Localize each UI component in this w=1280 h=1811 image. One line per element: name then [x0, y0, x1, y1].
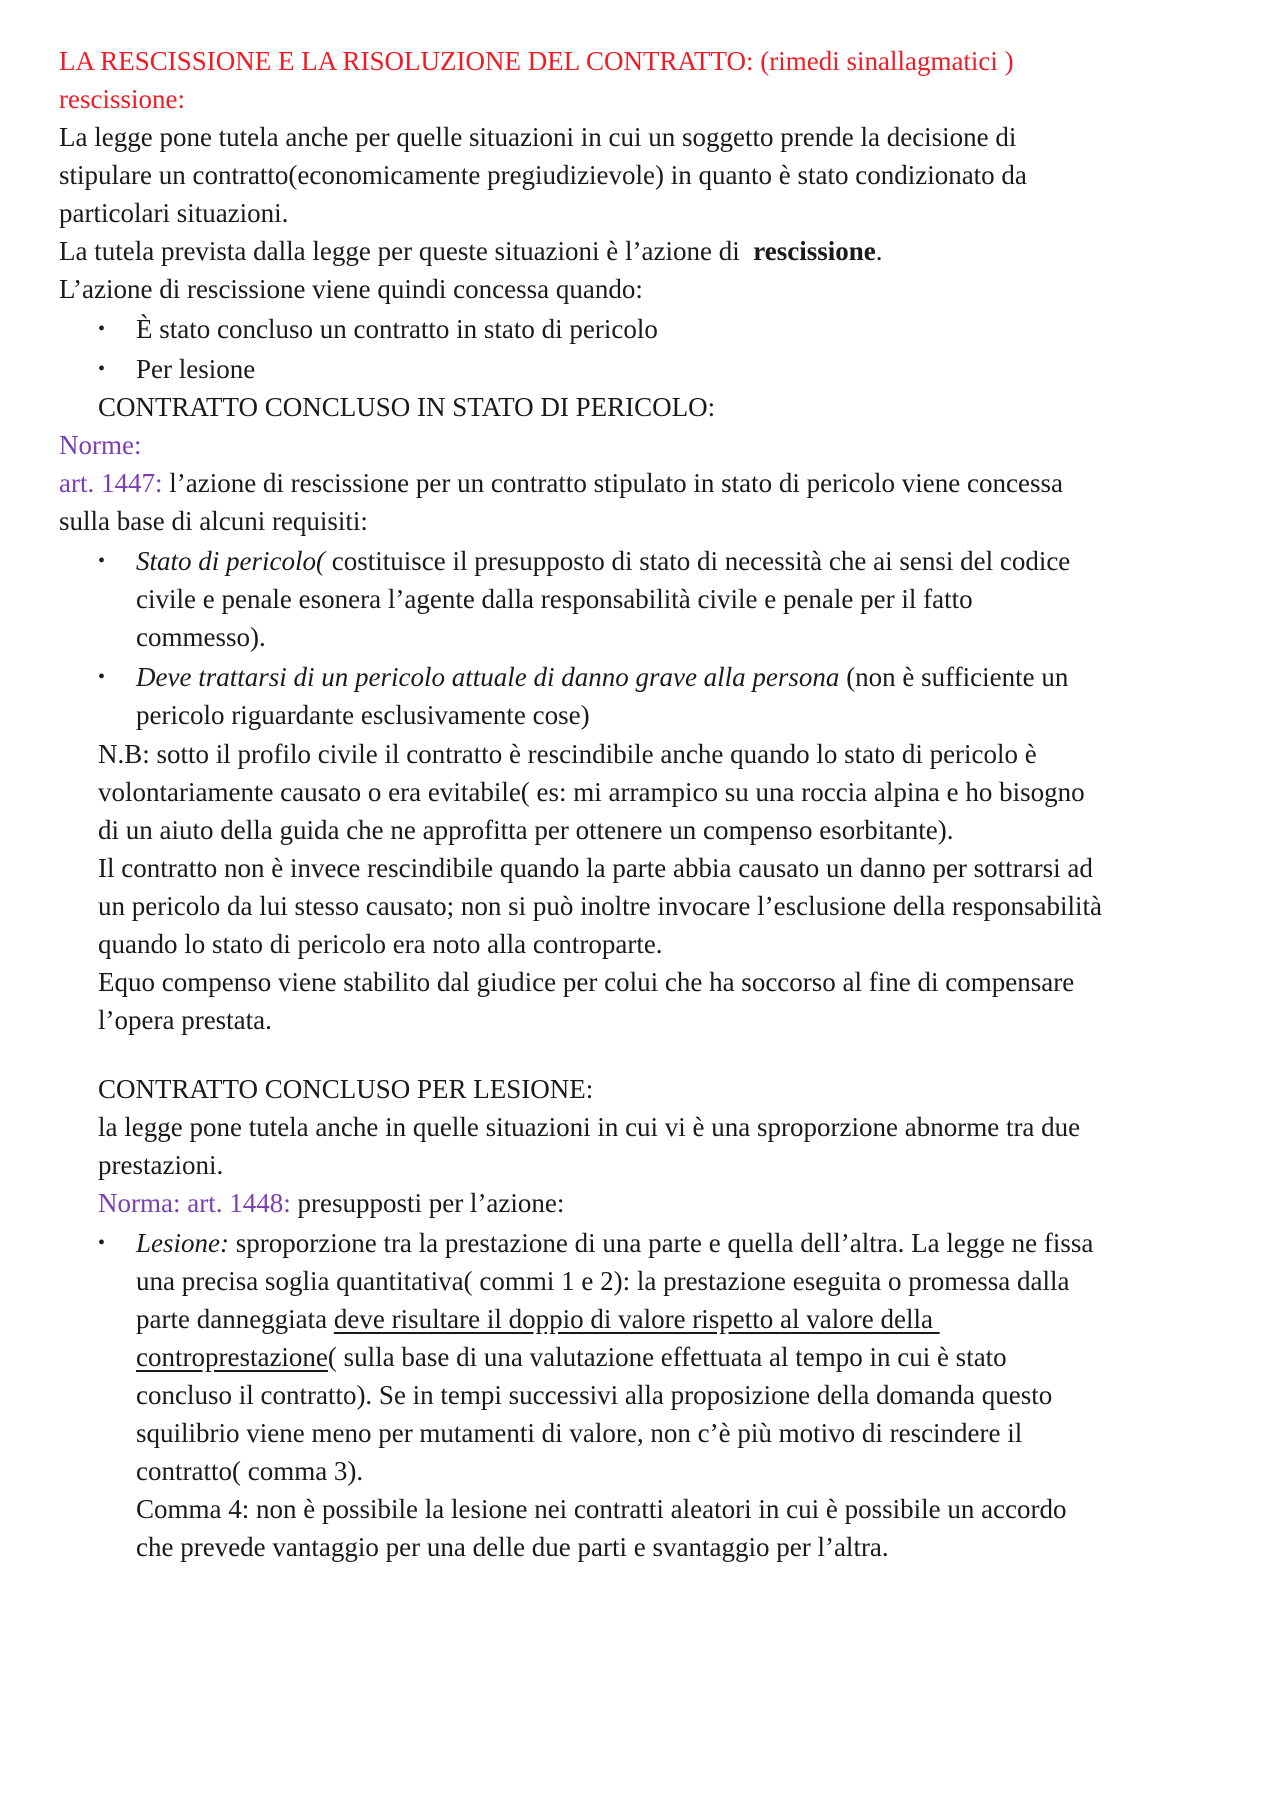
paragraph-line: una precisa soglia quantitativa( commi 1 e 2): la prestazione eseguita o promessa dalla	[136, 1266, 1070, 1296]
paragraph-line: volontariamente causato o era evitabile( es: mi arrampico su una roccia alpina e ho bisogno	[98, 777, 1085, 807]
bullet-marker: •	[98, 358, 106, 380]
list-item: È stato concluso un contratto in stato di pericolo	[136, 314, 658, 344]
paragraph-text: .	[875, 236, 883, 266]
paragraph-line: quando lo stato di pericolo era noto alla controparte.	[98, 929, 663, 959]
paragraph-text: (non è sufficiente un	[839, 662, 1069, 692]
paragraph-text: parte danneggiata	[136, 1304, 334, 1334]
paragraph-line: commesso).	[136, 622, 266, 652]
paragraph-line: prestazioni.	[98, 1150, 224, 1180]
paragraph-line: stipulare un contratto(economicamente pregiudizievole) in quanto è stato condizionato da	[59, 160, 1027, 190]
paragraph-text: sproporzione tra la prestazione di una parte e quella dell’altra. La legge ne fissa	[228, 1228, 1094, 1258]
paragraph-text: presupposti per l’azione:	[290, 1188, 565, 1218]
bullet-marker: •	[98, 666, 106, 688]
paragraph-line: sulla base di alcuni requisiti:	[59, 506, 368, 536]
bullet-marker: •	[98, 318, 106, 340]
paragraph-line	[98, 1184, 564, 1222]
paragraph-line	[136, 1300, 940, 1338]
bullet-marker: •	[98, 1232, 106, 1254]
list-item: Per lesione	[136, 354, 256, 384]
italic-term: Stato di pericolo(	[136, 546, 325, 576]
paragraph-text: l’azione di rescissione per un contratto stipulato in stato di pericolo viene concessa	[162, 468, 1063, 498]
document-title: LA RESCISSIONE E LA RISOLUZIONE DEL CONTRATTO: (rimedi sinallagmatici )	[59, 46, 1014, 76]
paragraph-line: un pericolo da lui stesso causato; non si può inoltre invocare l’esclusione della responsabilità	[98, 891, 1102, 921]
paragraph-line	[59, 464, 1063, 502]
list-item	[136, 658, 1068, 696]
paragraph-line: che prevede vantaggio per una delle due parti e svantaggio per l’altra.	[136, 1532, 889, 1562]
paragraph-line: civile e penale esonera l’agente dalla responsabilità civile e penale per il fatto	[136, 584, 973, 614]
paragraph-text: costituisce il presupposto di stato di necessità che ai sensi del codice	[324, 546, 1071, 576]
paragraph-line: di un aiuto della guida che ne approfitta per ottenere un compenso esorbitante).	[98, 815, 954, 845]
list-item	[136, 542, 1070, 580]
bold-term: rescissione	[753, 236, 876, 266]
article-reference: Norma: art. 1448:	[98, 1188, 291, 1218]
paragraph-line: particolari situazioni.	[59, 198, 289, 228]
bullet-marker: •	[98, 550, 106, 572]
paragraph-text: La tutela prevista dalla legge per queste situazioni è l’azione di	[59, 236, 747, 266]
paragraph-line: Il contratto non è invece rescindibile quando la parte abbia causato un danno per sottrarsi ad	[98, 853, 1093, 883]
list-item	[136, 1224, 1093, 1262]
section-heading-pericolo: CONTRATTO CONCLUSO IN STATO DI PERICOLO:	[98, 392, 716, 422]
paragraph-line: Comma 4: non è possibile la lesione nei contratti aleatori in cui è possibile un accordo	[136, 1494, 1067, 1524]
norme-label: Norme:	[59, 430, 142, 460]
paragraph-line: N.B: sotto il profilo civile il contratto è rescindibile anche quando lo stato di pericolo è	[98, 739, 1037, 769]
paragraph-line: L’azione di rescissione viene quindi concessa quando:	[59, 274, 643, 304]
paragraph-line: pericolo riguardante esclusivamente cose)	[136, 700, 590, 730]
italic-term: Deve trattarsi di un pericolo attuale di danno grave alla persona	[136, 662, 840, 692]
paragraph-line: concluso il contratto). Se in tempi successivi alla proposizione della domanda questo	[136, 1380, 1053, 1410]
underlined-text: deve risultare il doppio di valore rispetto al valore della	[333, 1304, 940, 1334]
article-reference: art. 1447:	[59, 468, 163, 498]
paragraph-line	[59, 232, 882, 270]
paragraph-line: l’opera prestata.	[98, 1005, 272, 1035]
section-label-rescissione: rescissione:	[59, 84, 185, 114]
paragraph-line: Equo compenso viene stabilito dal giudice per colui che ha soccorso al fine di compensare	[98, 967, 1075, 997]
paragraph-line: contratto( comma 3).	[136, 1456, 364, 1486]
paragraph-line: la legge pone tutela anche in quelle situazioni in cui vi è una sproporzione abnorme tra due	[98, 1112, 1081, 1142]
italic-term: Lesione:	[136, 1228, 229, 1258]
paragraph-text: ( sulla base di una valutazione effettuata al tempo in cui è stato	[327, 1342, 1007, 1372]
paragraph-line: squilibrio viene meno per mutamenti di valore, non c’è più motivo di rescindere il	[136, 1418, 1023, 1448]
section-heading-lesione: CONTRATTO CONCLUSO PER LESIONE:	[98, 1074, 594, 1104]
underlined-text: controprestazione	[136, 1342, 328, 1372]
paragraph-line: La legge pone tutela anche per quelle situazioni in cui un soggetto prende la decisione di	[59, 122, 1017, 152]
paragraph-line	[136, 1338, 1007, 1376]
